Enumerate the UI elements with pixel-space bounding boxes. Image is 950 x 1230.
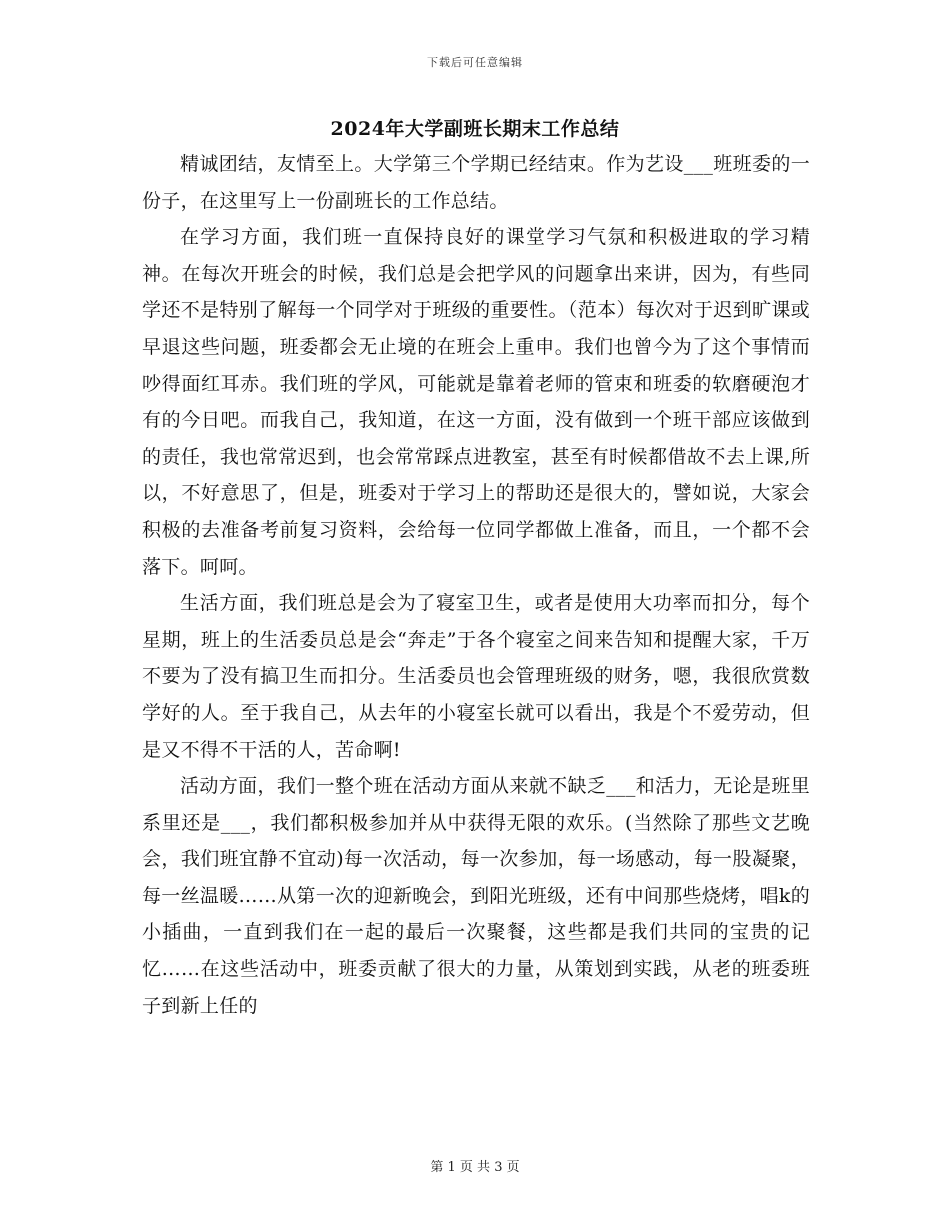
page-header-note: 下载后可任意编辑 [427, 56, 523, 69]
paragraph-life: 生活方面，我们班总是会为了寝室卫生，或者是使用大功率而扣分，每个星期，班上的生活委员总是会“奔走”于各个寝室之间来告知和提醒大家，千万不要为了没有搞卫生而扣分。生活委员也会管理班级的财务，嗯，我很欣赏数学好的人。至于我自己，从去年的小寝室长就可以看出，我是个不爱劳动，但是又不得不干活的人，苦命啊! [142, 592, 810, 761]
document-title: 2024年大学副班长期末工作总结 [330, 118, 620, 140]
paragraph-intro: 精诚团结，友情至上。大学第三个学期已经结束。作为艺设___班班委的一份子，在这里写上一份副班长的工作总结。 [142, 153, 810, 212]
document-body [142, 146, 810, 1024]
paragraph-activities: 活动方面，我们一整个班在活动方面从来就不缺乏___和活力，无论是班里系里还是___，我们都积极参加并从中获得无限的欢乐。(当然除了那些文艺晚会，我们班宜静不宜动)每一次活动，每一次参加，每一场感动，每一股凝聚，每一丝温暖……从第一次的迎新晚会，到阳光班级，还有中间那些烧烤，唱k的小插曲，一直到我们在一起的最后一次聚餐，这些都是我们共同的宝贵的记忆……在这些活动中，班委贡献了很大的力量，从策划到实践，从老的班委班子到新上任的 [142, 775, 811, 1017]
paragraph-study: 在学习方面，我们班一直保持良好的课堂学习气氛和积极进取的学习精神。在每次开班会的时候，我们总是会把学风的问题拿出来讲，因为，有些同学还不是特别了解每一个同学对于班级的重要性。（范本）每次对于迟到旷课或早退这些问题，班委都会无止境的在班会上重申。我们也曾今为了这个事情而吵得面红耳赤。我们班的学风，可能就是靠着老师的管束和班委的软磨硬泡才有的今日吧。而我自己，我知道，在这一方面，没有做到一个班干部应该做到的责任，我也常常迟到，也会常常踩点进教室，甚至有时候都借故不去上课,所以，不好意思了，但是，班委对于学习上的帮助还是很大的，譬如说，大家会积极的去准备考前复习资料，会给每一位同学都做上准备，而且，一个都不会落下。呵呵。 [142, 226, 810, 578]
page-number-footer: 第 1 页 共 3 页 [430, 1160, 520, 1175]
